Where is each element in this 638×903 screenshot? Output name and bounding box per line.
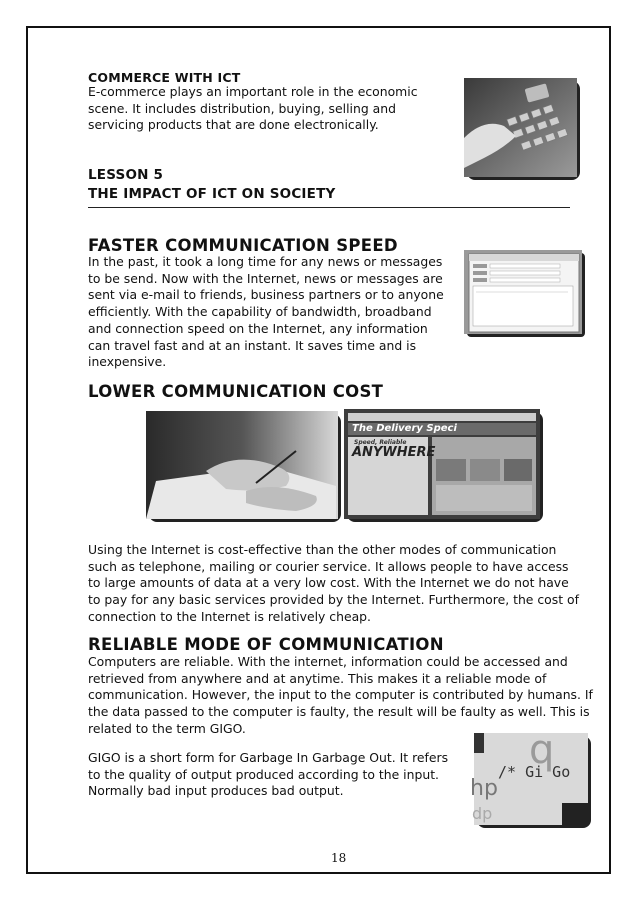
signing-photo (146, 411, 338, 519)
commerce-heading: COMMERCE WITH ICT (88, 70, 241, 85)
lower-paragraph: Using the Internet is cost-effective than the other modes of communication such as telephone, mailing or courier service. It allows people to have access to large amounts of data at a very low cost. With the Internet we do not have to pay for any basic services provided by the Internet. Furthermore, the cost of connection to the Internet is relatively cheap. (88, 542, 579, 624)
svg-text:q: q (529, 727, 555, 773)
svg-text:dp: dp (472, 804, 493, 823)
lower-heading: LOWER COMMUNICATION COST (88, 382, 384, 401)
delivery-website-screenshot (344, 409, 540, 519)
gigo-code-text: /* Gi Go (498, 763, 571, 781)
delivery-tagline: Speed, Reliable (354, 439, 407, 446)
ecommerce-photo (464, 78, 577, 177)
lesson-number: LESSON 5 (88, 167, 164, 183)
page-number: 18 (331, 851, 347, 865)
delivery-banner: The Delivery Speci (352, 423, 457, 434)
email-screenshot (464, 250, 582, 334)
divider (88, 207, 570, 208)
lesson-title: THE IMPACT OF ICT ON SOCIETY (88, 186, 336, 202)
commerce-paragraph: E-commerce plays an important role in the economic scene. It includes distribution, buying, selling and servicing products that are done electronically. (88, 84, 418, 133)
svg-text:hp: hp (470, 776, 498, 801)
delivery-anywhere: ANYWHERE (352, 445, 436, 460)
gigo-paragraph: GIGO is a short form for Garbage In Garbage Out. It refers to the quality of output produced according to the input. Normally bad input produces bad output. (88, 750, 449, 799)
gigo-image (470, 727, 588, 825)
faster-paragraph: In the past, it took a long time for any news or messages to be send. Now with the Internet, news or messages are sent via e-mail to friends, business partners or to anyone efficiently. With the capability of bandwidth, broadband and connection speed on the Internet, any information can travel fast and at an instant. It saves time and is inexpensive. (88, 254, 444, 370)
reliable-heading: RELIABLE MODE OF COMMUNICATION (88, 635, 444, 654)
reliable-paragraph: Computers are reliable. With the internet, information could be accessed and retrieved from anywhere and at anytime. This makes it a reliable mode of communication. However, the input to the computer is contributed by humans. If the data passed to the computer is faulty, the result will be faulty as well. This is related to the term GIGO. (88, 654, 593, 736)
faster-heading: FASTER COMMUNICATION SPEED (88, 236, 398, 255)
